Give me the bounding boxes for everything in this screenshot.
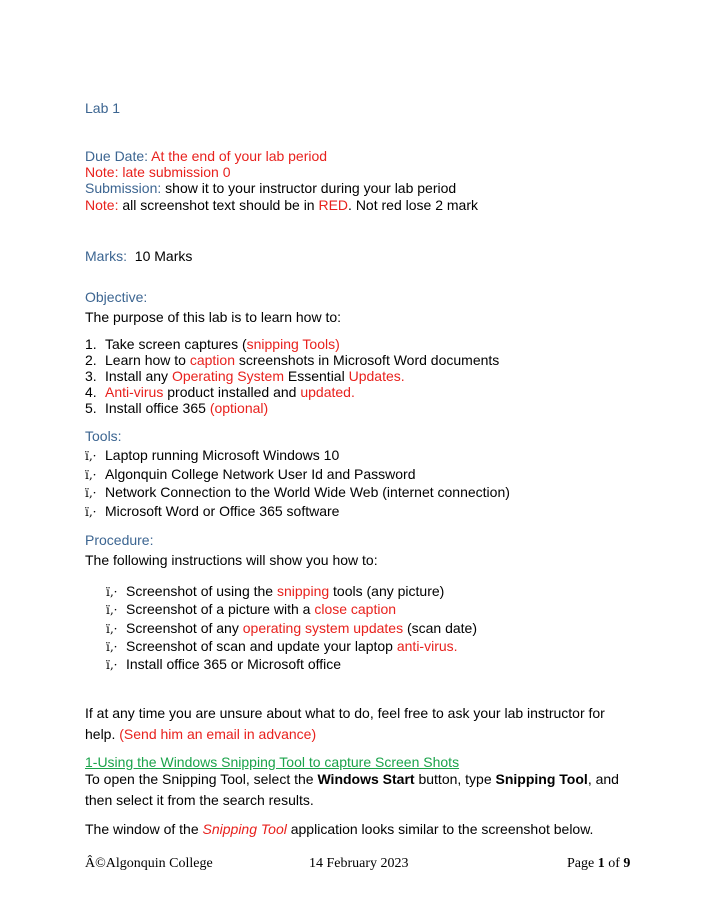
note-post: . Not red lose 2 mark [348, 197, 478, 213]
due-date-value: At the end of your lab period [151, 148, 328, 164]
list-item: 4. Anti-virus product installed and updated. [85, 384, 355, 400]
bullet-icon: ï‚· [85, 449, 97, 463]
bullet-icon: ï‚· [85, 505, 97, 519]
tools-heading: Tools: [85, 428, 122, 444]
procedure-heading: Procedure: [85, 532, 154, 548]
list-item: 3. Install any Operating System Essential Updates. [85, 368, 405, 384]
page-title: Lab 1 [85, 100, 121, 116]
footer-copyright: Â©Algonquin College [85, 856, 213, 871]
objective-heading: Objective: [85, 289, 148, 305]
due-date-label: Due Date: [85, 148, 149, 164]
bullet-icon: ï‚· [106, 622, 118, 636]
bullet-icon: ï‚· [85, 486, 97, 500]
list-item: ï‚· Network Connection to the World Wide Web (internet connection) [85, 484, 510, 500]
procedure-intro: The following instructions will show you how to: [85, 552, 378, 568]
note-label: Note: [85, 197, 119, 213]
bullet-icon: ï‚· [106, 603, 118, 617]
list-item: ï‚· Screenshot of using the snipping tools (any picture) [106, 583, 445, 599]
list-item: ï‚· Screenshot of scan and update your laptop anti-virus. [106, 638, 458, 654]
bullet-icon: ï‚· [85, 468, 97, 482]
note-pre: all screenshot text should be in [122, 197, 319, 213]
objective-intro: The purpose of this lab is to learn how to: [85, 309, 342, 325]
list-item: ï‚· Laptop running Microsoft Windows 10 [85, 447, 340, 463]
list-item: ï‚· Algonquin College Network User Id and Password [85, 466, 416, 482]
help-paragraph: If at any time you are unsure about what to do, feel free to ask your lab instructor for help. (Send him an email in advance) [85, 705, 605, 742]
list-item: 5. Install office 365 (optional) [85, 400, 269, 416]
marks-value: 10 Marks [134, 248, 193, 264]
bullet-icon: ï‚· [106, 640, 118, 654]
submission-label: Submission: [85, 180, 162, 196]
list-item: ï‚· Screenshot of any operating system updates (scan date) [106, 620, 478, 636]
marks-line [85, 248, 192, 264]
footer-date: 14 February 2023 [309, 856, 409, 871]
snipping-tool-instructions: To open the Snipping Tool, select the Windows Start button, type Snipping Tool, and then select it from the search results. [85, 771, 619, 808]
list-item: 2. Learn how to caption screenshots in Microsoft Word documents [85, 352, 500, 368]
list-item: ï‚· Screenshot of a picture with a close caption [106, 601, 397, 617]
bullet-icon: ï‚· [106, 585, 118, 599]
marks-label: Marks: [85, 248, 127, 264]
late-note: Note: late submission 0 [85, 164, 231, 180]
list-item: 1. Take screen captures (snipping Tools) [85, 336, 340, 352]
list-item: ï‚· Microsoft Word or Office 365 software [85, 503, 340, 519]
submission-value: show it to your instructor during your lab period [165, 180, 457, 196]
list-item: ï‚· Install office 365 or Microsoft office [106, 656, 342, 672]
note-red-word: RED [318, 197, 349, 213]
red-text-note [85, 197, 478, 213]
section-1-heading-link[interactable]: 1-Using the Windows Snipping Tool to capture Screen Shots [85, 754, 460, 770]
footer-page-number: Page 1 of 9 [567, 856, 631, 871]
submission-line [85, 180, 456, 196]
help-email-note: (Send him an email in advance) [119, 726, 317, 742]
snipping-tool-window-note: The window of the Snipping Tool application looks similar to the screenshot below. [85, 821, 594, 837]
bullet-icon: ï‚· [106, 658, 118, 672]
due-date-line [85, 148, 327, 164]
